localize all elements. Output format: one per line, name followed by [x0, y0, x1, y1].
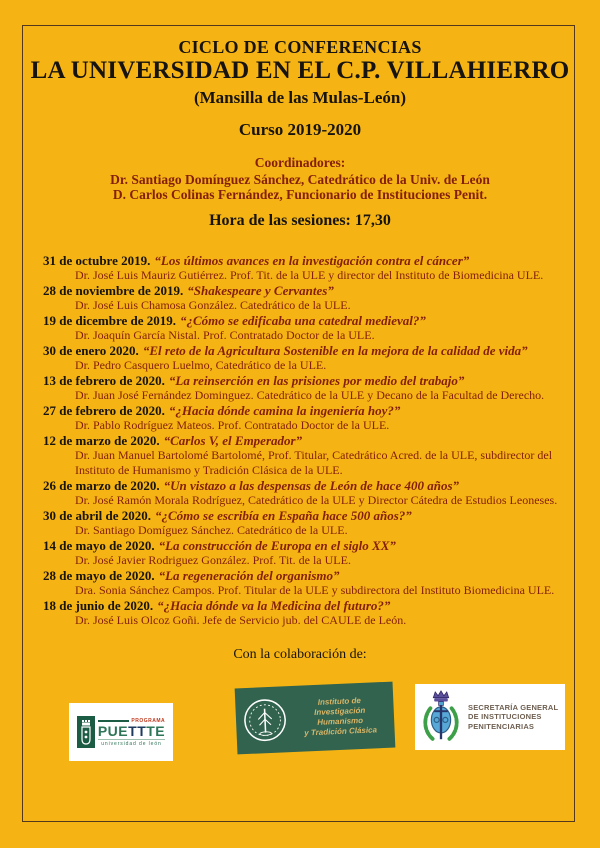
session-date: 14 de mayo de 2020. — [43, 538, 155, 553]
session-speaker: Dr. José Ramón Morala Rodríguez, Catedrático de la ULE y Director Cátedra de Estudios Leoneses. — [75, 493, 558, 507]
coordinators-block — [0, 155, 600, 202]
session-speaker: Dr. Santiago Domíguez Sánchez. Catedrático de la ULE. — [75, 523, 348, 537]
coordinator-list — [0, 172, 600, 202]
puentte-program-label: PROGRAMA — [131, 717, 166, 724]
penitenciarias-logo — [415, 684, 565, 750]
session-item — [43, 403, 560, 433]
session-date: 28 de mayo de 2020. — [43, 568, 155, 583]
penitenciarias-text-line: DE INSTITUCIONES — [468, 712, 542, 722]
session-speaker: Dr. José Luis Mauriz Gutiérrez. Prof. Tit. de la ULE y director del Instituto de Biomedicina ULE. — [75, 268, 544, 282]
humanismo-logo — [235, 682, 396, 755]
session-item — [43, 568, 560, 598]
puentte-wordmark — [98, 718, 165, 747]
location-subtitle: (Mansilla de las Mulas-León) — [193, 88, 407, 107]
session-date: 13 de febrero de 2020. — [43, 373, 165, 388]
session-speaker: Dr. Pablo Rodríguez Mateos. Prof. Contratado Doctor de la ULE. — [75, 418, 390, 432]
puentte-name-tt: TT — [128, 722, 147, 739]
session-item — [43, 508, 560, 538]
session-speaker: Dr. Pedro Casquero Luelmo, Catedrático de la ULE. — [75, 358, 327, 372]
humanismo-text-line: Instituto de — [317, 695, 362, 707]
session-speaker: Dr. José Javier Rodriguez González. Prof. Tit. de la ULE. — [75, 553, 351, 567]
coordinator-entry: Dr. Santiago Domínguez Sánchez, Catedrático de la Univ. de León — [110, 172, 490, 187]
session-title: “Los últimos avances en la investigación contra el cáncer” — [154, 253, 470, 268]
collaboration-heading: Con la colaboración de: — [233, 647, 367, 662]
coordinators-heading: Coordinadores: — [254, 155, 346, 170]
session-date: 31 de octubre 2019. — [43, 253, 151, 268]
session-item — [43, 343, 560, 373]
session-item — [43, 283, 560, 313]
cycle-title: CICLO DE CONFERENCIAS — [178, 37, 422, 57]
session-speaker: Dr. Juan Manuel Bartolomé Bartolomé, Prof. Titular, Catedrático Acred. de la ULE, subdirector del Instituto de Humanismo y Tradición Clásica de la ULE. — [75, 448, 553, 477]
ule-crest-icon — [77, 716, 95, 748]
session-date: 27 de febrero de 2020. — [43, 403, 165, 418]
puentte-name-te: TE — [146, 722, 166, 739]
session-title: “Un vistazo a las despensas de León de hace 400 años” — [163, 478, 460, 493]
coordinator-entry: D. Carlos Colinas Fernández, Funcionario de Instituciones Penit. — [112, 187, 488, 202]
sessions-list — [43, 253, 560, 628]
session-item — [43, 313, 560, 343]
session-date: 18 de junio de 2020. — [43, 598, 154, 613]
course-year: Curso 2019-2020 — [238, 120, 362, 139]
penitenciarias-text-line: PENITENCIARIAS — [468, 721, 535, 731]
session-title: “Carlos V, el Emperador” — [163, 433, 303, 448]
session-time: Hora de las sesiones: 17,30 — [209, 212, 391, 229]
session-date: 30 de abril de 2020. — [43, 508, 151, 523]
penitenciarias-text-line: SECRETARÍA GENERAL — [468, 702, 559, 712]
session-title: “La construcción de Europa en el siglo XX” — [158, 538, 396, 553]
session-title: “El reto de la Agricultura Sostenible en la mejora de la calidad de vida” — [142, 343, 528, 358]
penitenciarias-text — [468, 703, 558, 732]
penitenciarias-emblem-icon — [420, 689, 462, 745]
puentte-name-pue: PUE — [97, 722, 129, 739]
session-date: 19 de dicembre de 2019. — [43, 313, 176, 328]
puentte-university-label: universidad de león — [98, 739, 165, 747]
session-title: “¿Cómo se edificaba una catedral medieval?” — [180, 313, 426, 328]
session-speaker: Dra. Sonia Sánchez Campos. Prof. Titular de la ULE y subdirectora del Instituto Biomedicina ULE. — [75, 583, 555, 597]
session-item — [43, 598, 560, 628]
session-item — [43, 433, 560, 478]
session-item — [43, 373, 560, 403]
puentte-logo — [69, 703, 173, 761]
session-item — [43, 538, 560, 568]
session-speaker: Dr. Joaquín García Nistal. Prof. Contratado Doctor de la ULE. — [75, 328, 375, 342]
session-title: “¿Hacia dónde va la Medicina del futuro?” — [157, 598, 391, 613]
humanismo-text-line: y Tradición Clásica — [304, 725, 378, 738]
session-date: 28 de noviembre de 2019. — [43, 283, 184, 298]
puentte-rule-line — [98, 720, 130, 722]
session-title: “¿Hacia dónde camina la ingeniería hoy?” — [168, 403, 401, 418]
session-item — [43, 478, 560, 508]
humanismo-text — [291, 695, 389, 739]
humanismo-seal-icon — [241, 696, 289, 744]
session-date: 26 de marzo de 2020. — [43, 478, 160, 493]
session-title: “¿Cómo se escribía en España hace 500 años?” — [154, 508, 412, 523]
session-date: 30 de enero 2020. — [43, 343, 139, 358]
session-speaker: Dr. José Luis Chamosa González. Catedrático de la ULE. — [75, 298, 351, 312]
puentte-name — [98, 724, 165, 739]
session-item — [43, 253, 560, 283]
session-speaker: Dr. Juan José Fernández Dominguez. Catedrático de la ULE y Decano de la Facultad de Derecho. — [75, 388, 545, 402]
humanismo-text-line: Investigación Humanismo — [314, 705, 366, 727]
session-title: “Shakespeare y Cervantes” — [187, 283, 334, 298]
session-title: “La reinserción en las prisiones por medio del trabajo” — [168, 373, 465, 388]
session-speaker: Dr. José Luis Olcoz Goñi. Jefe de Servicio jub. del CAULE de León. — [75, 613, 407, 627]
session-title: “La regeneración del organismo” — [158, 568, 340, 583]
main-title: LA UNIVERSIDAD EN EL C.P. VILLAHIERRO — [30, 57, 570, 84]
session-date: 12 de marzo de 2020. — [43, 433, 160, 448]
